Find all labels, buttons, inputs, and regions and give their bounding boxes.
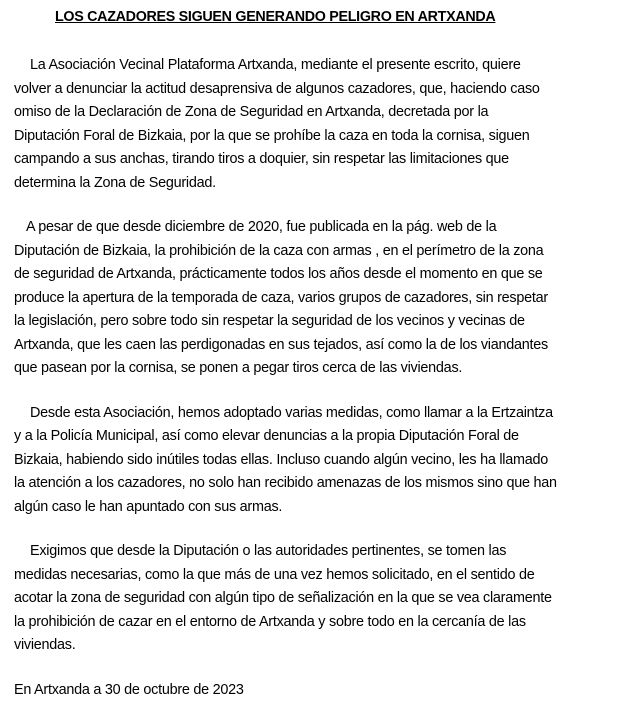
text-line: determina la Zona de Seguridad. — [14, 174, 216, 191]
document-body — [14, 54, 629, 702]
text-line: produce la apertura de la temporada de caza, varios grupos de cazadores, sin respetar — [14, 289, 548, 306]
text-line: Exigimos que desde la Diputación o las autoridades pertinentes, se tomen las — [30, 543, 507, 559]
text-line: la atención a los cazadores, no solo han recibido amenazas de los mismos sino que han — [14, 475, 557, 491]
text-line: Diputación Foral de Bizkaia, por la que se prohíbe la caza en toda la cornisa, siguen — [14, 127, 530, 144]
text-line: medidas necesarias, como la que más de una vez hemos solicitado, en el sentido de — [14, 566, 535, 583]
text-line: A pesar de que desde diciembre de 2020, fue publicada en la pág. web de la — [26, 219, 497, 235]
text-line: viviendas. — [14, 637, 76, 653]
paragraph-1 — [14, 54, 629, 195]
text-line: y a la Policía Municipal, así como elevar denuncias a la propia Diputación Foral de — [14, 428, 519, 444]
text-line: la legislación, pero sobre todo sin respetar la seguridad de los vecinos y vecinas de — [14, 313, 525, 329]
document-title: LOS CAZADORES SIGUEN GENERANDO PELIGRO EN ARTXANDA — [55, 9, 496, 25]
paragraph-2 — [14, 216, 629, 381]
text-line: Diputación de Bizkaia, la prohibición de la caza con armas , en el perímetro de la zona — [14, 242, 544, 259]
text-line: algún caso le han apuntado con sus armas. — [14, 498, 283, 515]
closing-date-line: En Artxanda a 30 de octubre de 2023 — [14, 681, 244, 698]
text-line: campando a sus anchas, tirando tiros a doquier, sin respetar las limitaciones que — [14, 151, 509, 167]
text-line: omiso de la Declaración de Zona de Seguridad en Artxanda, decretada por la — [14, 104, 489, 120]
text-line: La Asociación Vecinal Plataforma Artxanda, mediante el presente escrito, quiere — [30, 57, 521, 73]
text-line: la prohibición de cazar en el entorno de Artxanda y sobre todo en la cercanía de las — [14, 613, 526, 630]
text-line: de seguridad de Artxanda, prácticamente todos los años desde el momento en que se — [14, 266, 543, 282]
paragraph-4 — [14, 540, 629, 658]
paragraph-3 — [14, 402, 629, 520]
text-line: que pasean por la cornisa, se ponen a pegar tiros cerca de las viviendas. — [14, 360, 463, 376]
text-line: acotar la zona de seguridad con algún tipo de señalización en la que se vea claramente — [14, 590, 552, 606]
text-line: Desde esta Asociación, hemos adoptado varias medidas, como llamar a la Ertzaintza — [30, 404, 553, 421]
text-line: Artxanda, que les caen las perdigonadas en sus tejados, así como la de los viandantes — [14, 336, 548, 353]
text-line: Bizkaia, habiendo sido inútiles todas ellas. Incluso cuando algún vecino, les ha llamado — [14, 451, 548, 468]
text-line: volver a denunciar la actitud desaprensiva de algunos cazadores, que, haciendo caso — [14, 80, 540, 97]
